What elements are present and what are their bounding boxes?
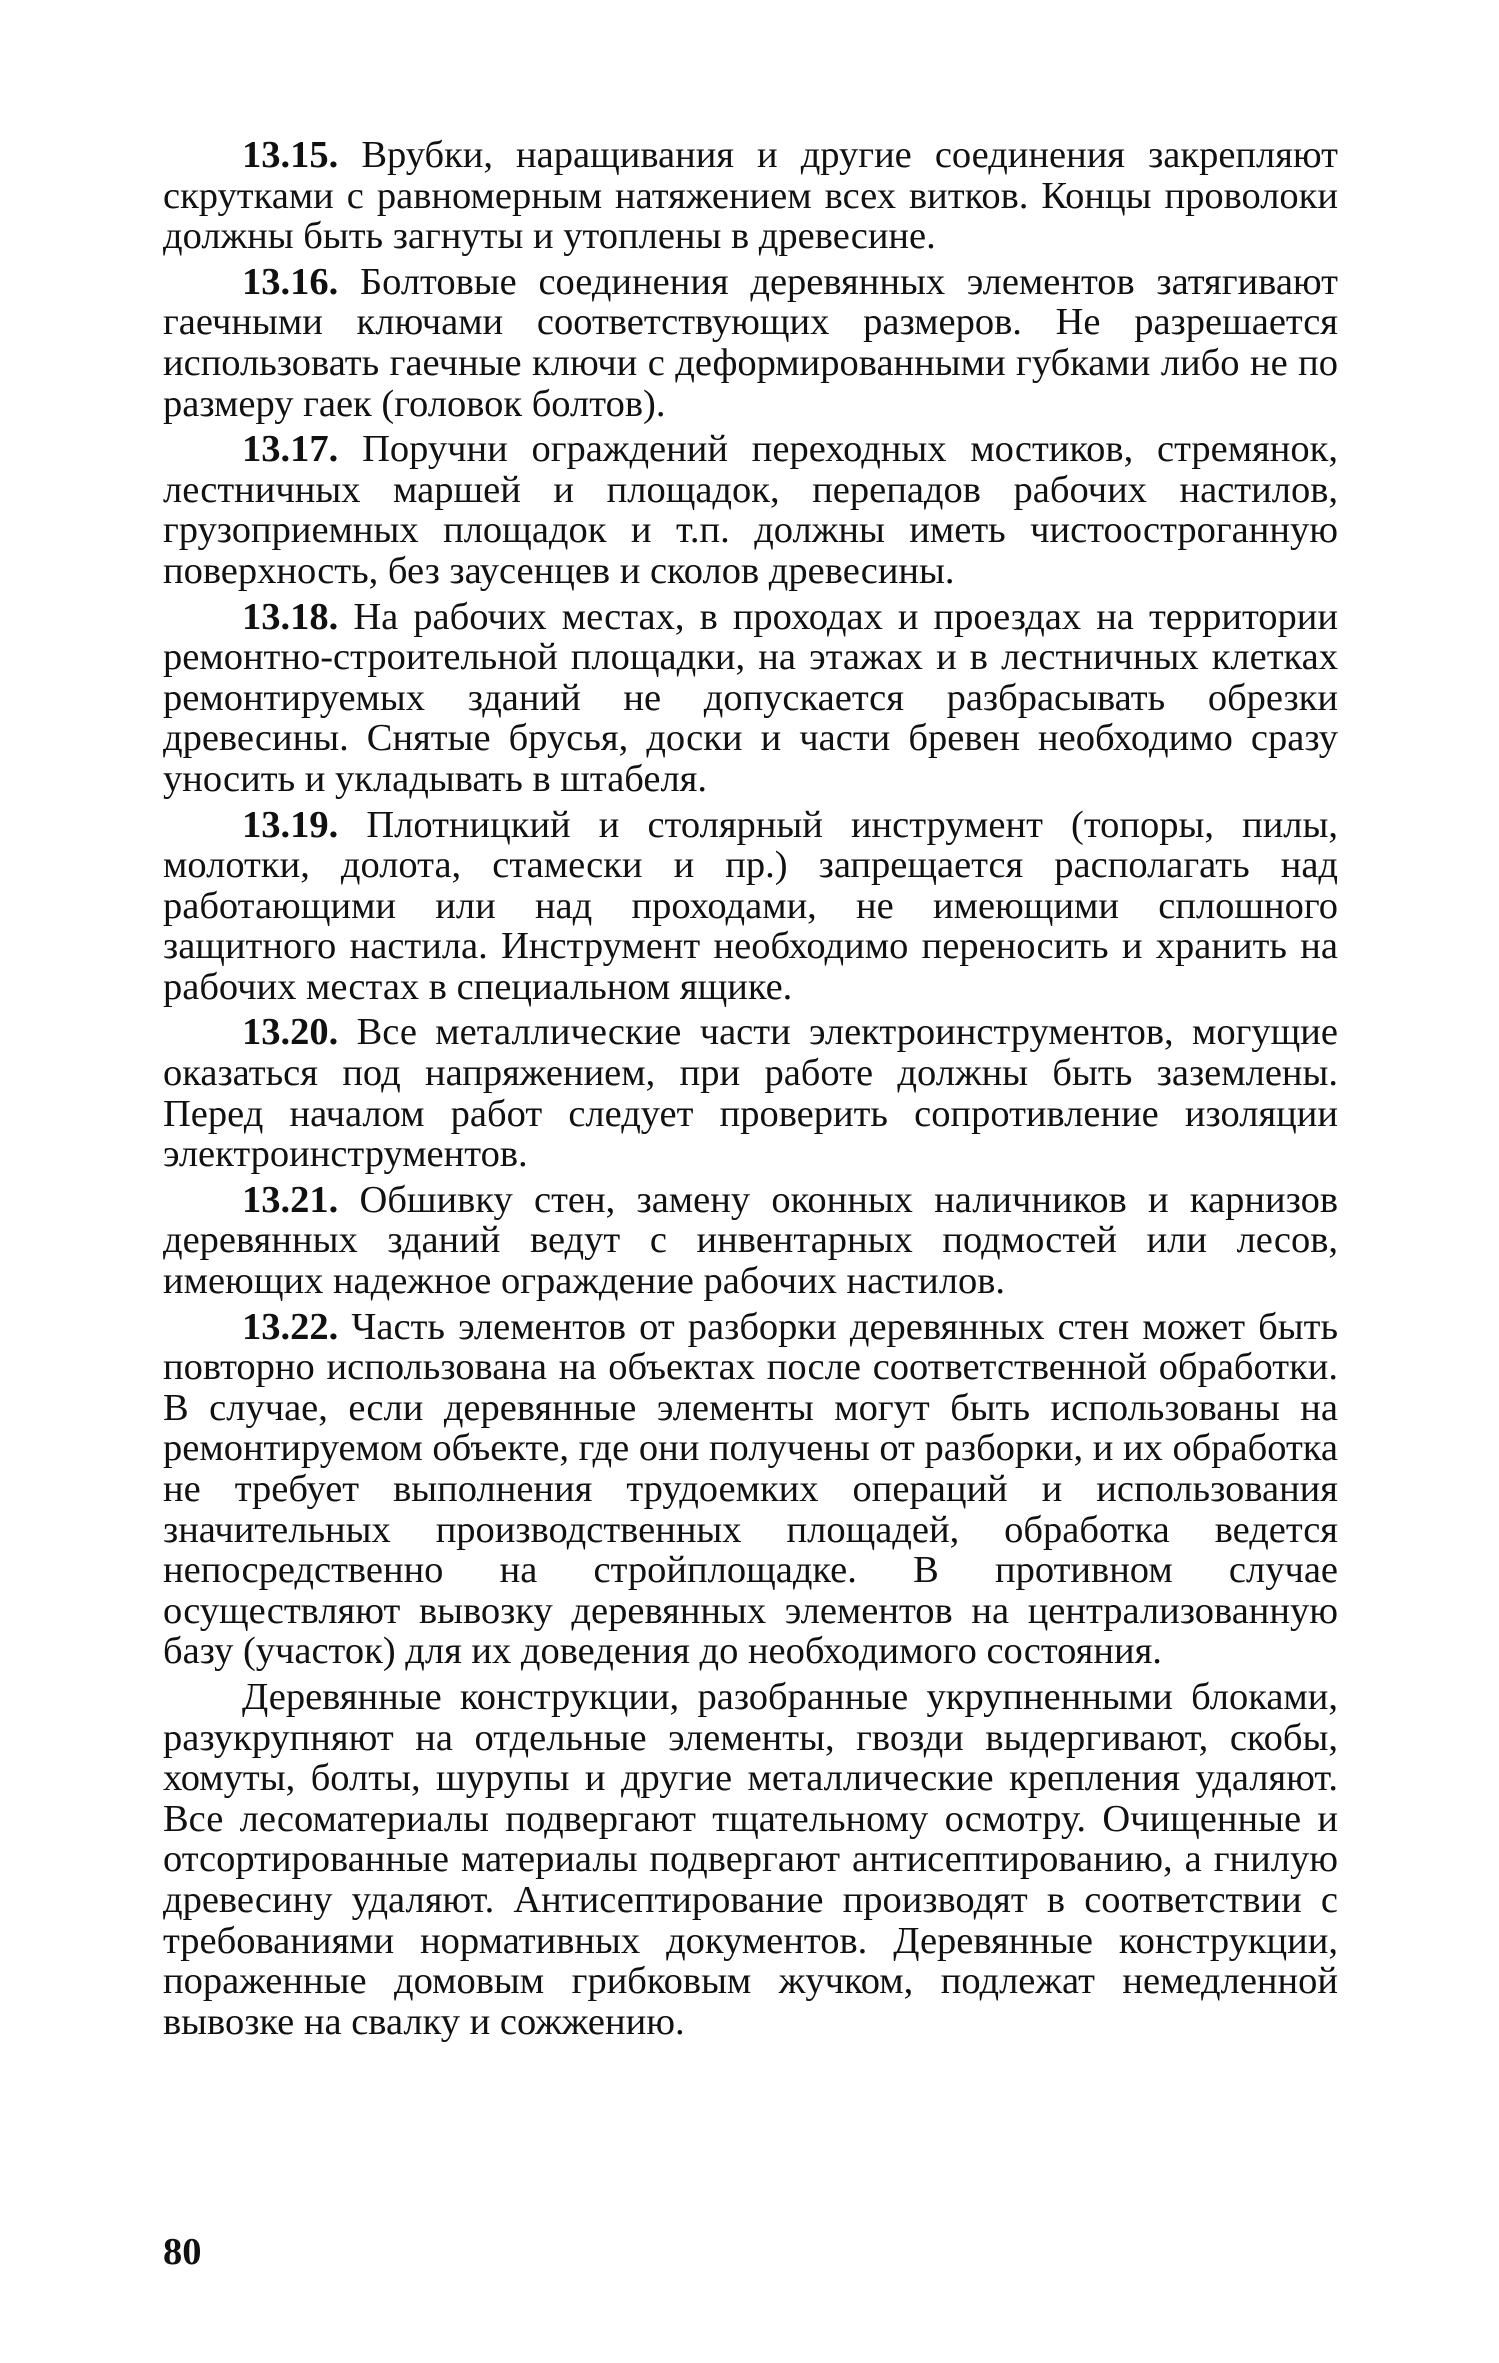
clause-text: На рабочих местах, в проходах и проездах на территории ремонтно-строительной площадки, на этажах и в лестничных клетках ремонтируемых зданий не допускается разбрасывать обрезки древесины. Снятые брусья, доски и части бревен необходимо сразу уносить и укладывать в штабеля.	[163, 595, 1338, 800]
clause-text: Поручни ограждений переходных мостиков, стремянок, лестничных маршей и площадок, перепадов рабочих настилов, грузоприемных площадок и т.п. должны иметь чистоостроганную поверхность, без заусенцев и сколов древесины.	[163, 428, 1338, 592]
paragraph-text: Деревянные конструкции, разобранные укрупненными блоками, разукрупняют на отдельные элементы, гвозди выдергивают, скобы, хомуты, болты, шурупы и другие металлические крепления удаляют. Все лесоматериалы подвергают тщательному осмотру. Очищенные и отсортированные материалы подвергают антисептированию, а гнилую древесину удаляют. Антисептирование производят в соответствии с требованиями нормативных документов. Деревянные конструкции, пораженные домовым грибковым жучком, подлежат немедленной вывозке на свалку и сожжению.	[163, 1675, 1338, 2043]
paragraph-13-22	[163, 1307, 1338, 1672]
clause-text: Все металлические части электроинструментов, могущие оказаться под напряжением, при работе должны быть заземлены. Перед началом работ следует проверить сопротивление изоляции электроинструментов.	[163, 1011, 1338, 1176]
clause-number: 13.15.	[242, 134, 339, 176]
paragraph-13-16	[163, 262, 1338, 424]
clause-number: 13.20.	[242, 1011, 339, 1054]
clause-text: Болтовые соединения деревянных элементов затягивают гаечными ключами соответствующих размеров. Не разрешается использовать гаечные ключи с деформированными губками либо не по размеру гаек (головок болтов).	[163, 260, 1338, 425]
clause-text: Плотницкий и столярный инструмент (топоры, пилы, молотки, долота, стамески и пр.) запрещается располагать над работающими или над проходами, не имеющими сплошного защитного настила. Инструмент необходимо переносить и хранить на рабочих местах в специальном ящике.	[163, 803, 1339, 1008]
clause-text: Часть элементов от разборки деревянных стен может быть повторно использована на объектах после соответственной обработки. В случае, если деревянные элементы могут быть использованы на ремонтируемом объекте, где они получены от разборки, и их обработка не требует выполнения трудоемких операций и использования значительных производственных площадей, обработка ведется непосредственно на стройплощадке. В противном случае осуществляют вывозку деревянных элементов на централизованную базу (участок) для их доведения до необходимого состояния.	[163, 1305, 1339, 1673]
paragraph-13-18	[163, 597, 1338, 800]
clause-number: 13.16.	[242, 260, 339, 303]
paragraph-13-21	[163, 1180, 1338, 1302]
paragraph-wooden-structures	[163, 1677, 1338, 2042]
page-number: 80	[163, 2231, 202, 2273]
clause-text: Врубки, наращивания и другие соединения закрепляют скрутками с равномерным натяжением всех витков. Концы проволоки должны быть загнуты и утоплены в древесине.	[163, 134, 1339, 258]
clause-number: 13.21.	[242, 1178, 339, 1221]
paragraph-13-15	[163, 135, 1338, 257]
clause-text: Обшивку стен, замену оконных наличников и карнизов деревянных зданий ведут с инвентарных подмостей или лесов, имеющих надежное ограждение рабочих настилов.	[163, 1178, 1338, 1303]
paragraph-13-20	[163, 1012, 1338, 1174]
clause-number: 13.18.	[242, 595, 339, 638]
clause-number: 13.19.	[242, 803, 339, 846]
paragraph-13-19	[163, 805, 1338, 1008]
clause-number: 13.22.	[242, 1305, 339, 1348]
paragraph-13-17	[163, 429, 1338, 591]
page-body	[163, 135, 1338, 2047]
clause-number: 13.17.	[242, 428, 339, 471]
